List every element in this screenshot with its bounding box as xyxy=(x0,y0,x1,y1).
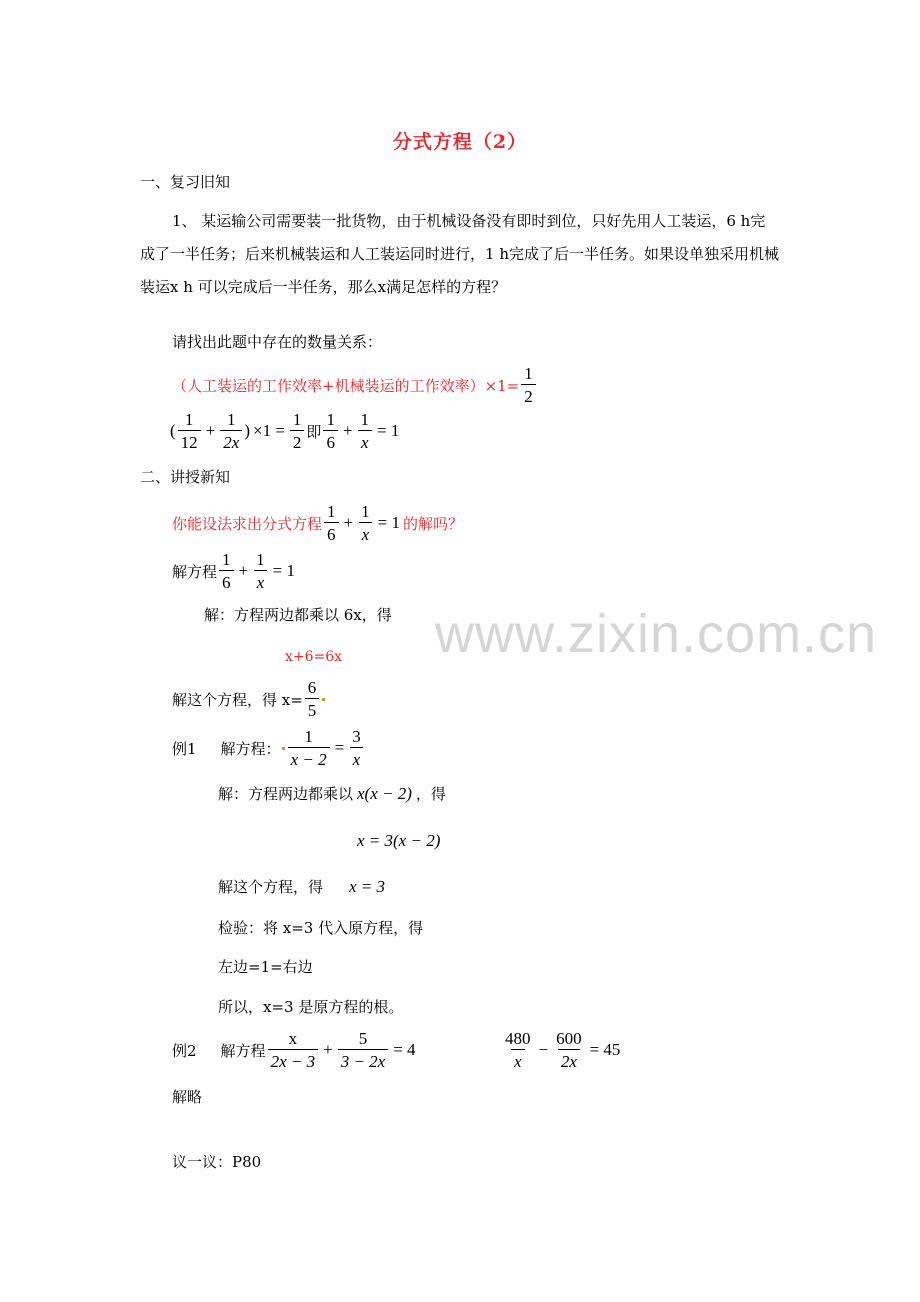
example-1-task: 解方程： xyxy=(220,739,281,758)
numerator: 1 xyxy=(524,364,533,383)
step-math: x(x − 2) xyxy=(357,783,412,803)
denominator: 6 xyxy=(324,522,339,543)
fraction-1-x xyxy=(358,503,373,543)
denominator: 2x xyxy=(558,1049,580,1070)
times-one: ×1 = xyxy=(252,421,285,440)
example-2-equation-b: $\frac{480}{x}$ − $\frac{600}{2x}$ = 45 xyxy=(500,1030,623,1070)
numerator: 1 xyxy=(304,727,313,746)
denominator: x − 2 xyxy=(288,747,330,768)
denominator: 2 xyxy=(521,384,536,405)
numerator: 480 xyxy=(505,1029,531,1048)
denominator: x xyxy=(511,1049,525,1070)
example-1-line: 例1 解方程： $\frac{1}{x - 2}$ = $\frac{3}{x}$ xyxy=(172,728,366,768)
example-1-conclusion: 所以，x=3 是原方程的根。 xyxy=(218,998,404,1016)
denominator: x xyxy=(358,430,372,451)
fraction-3-over-x xyxy=(349,728,364,768)
denominator: x xyxy=(254,570,268,591)
mark-dot xyxy=(322,698,325,701)
question-line: 你能设法求出分式方程 $\frac{1}{6}$ + $\frac{1}{x}$ = 1 的解吗？ xyxy=(172,502,463,544)
example-2-solution: 解略 xyxy=(172,1088,203,1106)
denominator: x xyxy=(359,522,373,543)
watermark: www.zixin.com.cn xyxy=(435,604,878,664)
example-1-equation-2: x = 3(x − 2) xyxy=(357,831,441,850)
relation-text: （人工装运的工作效率+机械装运的工作效率）×1= xyxy=(172,376,520,395)
fraction-1-6 xyxy=(323,411,338,451)
denominator: 2x − 3 xyxy=(268,1049,319,1070)
example-1-step-2 xyxy=(218,876,385,897)
problem-1-text: 1、 某运输公司需要装一批货物，由于机械设备没有即时到位，只好先用人工装运，6 h完成了一半任务；后来机械装运和人工装运同时进行，1 h完成了后一半任务。如果设单独采用机械装运x h 可以完成后一半任务，那么x满足怎样的方程？ xyxy=(140,212,779,296)
example-1-left-right: 左边=1=右边 xyxy=(218,958,313,976)
numerator: 600 xyxy=(556,1029,582,1048)
step-value: x = 3 xyxy=(349,876,386,896)
fraction-600-over-2x xyxy=(553,1030,585,1070)
step-text: 解：方程两边都乘以 xyxy=(218,785,354,803)
denominator: 6 xyxy=(219,570,234,591)
step-text: 解这个方程，得 xyxy=(218,878,324,896)
discussion-text: 议一议：P80 xyxy=(172,1153,262,1171)
numerator: 1 xyxy=(184,410,194,429)
numerator: 3 xyxy=(352,727,361,746)
step-text-b: ，得 xyxy=(415,785,446,803)
solve-label: 解方程 xyxy=(172,562,218,581)
solve-line: 解方程 $\frac{1}{6}$ + $\frac{1}{x}$ = 1 xyxy=(172,550,295,592)
numerator: 1 xyxy=(256,550,265,569)
solution-1-equation: x+6=6x xyxy=(285,649,343,665)
fraction-1-2x xyxy=(220,411,242,451)
numerator: x xyxy=(288,1029,298,1048)
equals-one: = 1 xyxy=(377,513,400,532)
section-1-heading: 一、复习旧知 xyxy=(140,173,231,191)
page-title: 分式方程（2） xyxy=(392,131,528,153)
fraction-6-5 xyxy=(305,679,320,719)
mark-dot xyxy=(282,747,285,750)
ji-text: 即 xyxy=(306,422,322,441)
fraction-1-12 xyxy=(178,411,201,451)
example-1-check xyxy=(218,917,423,938)
solution-1-result xyxy=(172,679,326,719)
numerator: 1 xyxy=(227,410,236,429)
denominator: 12 xyxy=(178,430,201,451)
result-text: 解这个方程，得 x= xyxy=(172,690,303,709)
fraction-1-6 xyxy=(219,551,234,591)
denominator: 6 xyxy=(323,430,338,451)
denominator: x xyxy=(350,747,364,768)
example-1-label: 例1 xyxy=(172,739,197,758)
relation-line xyxy=(172,365,538,405)
example-2-task: 解方程 xyxy=(220,1041,266,1060)
denominator: 3 − 2x xyxy=(338,1049,389,1070)
fraction-1-6 xyxy=(324,503,339,543)
fraction-5-over-3-2x xyxy=(338,1030,389,1070)
question-text-b: 的解吗？ xyxy=(402,514,463,533)
solution-1-text: 解：方程两边都乘以 6x，得 xyxy=(204,606,392,624)
question-text-a: 你能设法求出分式方程 xyxy=(172,514,323,533)
fraction-x-over-2x-3 xyxy=(268,1030,319,1070)
denominator: 2x xyxy=(220,430,242,451)
fraction-1-x xyxy=(253,551,268,591)
example-2-label: 例2 xyxy=(172,1041,197,1060)
fraction-1-2 xyxy=(290,411,305,451)
equals-one: = 1 xyxy=(377,421,400,440)
denominator: 5 xyxy=(305,698,320,719)
check-text: 检验：将 x=3 代入原方程，得 xyxy=(218,919,424,937)
equals-45: = 45 xyxy=(589,1040,621,1059)
numerator: 1 xyxy=(326,410,335,429)
fraction-1-x xyxy=(358,411,373,451)
numerator: 1 xyxy=(360,410,370,429)
equation-1: ( $\frac{1}{12}$ + $\frac{1}{2x}$ ) ×1 = $\frac{1}{2}$ 即 $\frac{1}{6}$ + $\frac{1}{x}$ = 1 xyxy=(170,410,400,452)
denominator: 2 xyxy=(290,430,305,451)
fraction-480-over-x xyxy=(502,1030,534,1070)
numerator: 6 xyxy=(307,678,317,697)
numerator: 5 xyxy=(358,1029,368,1048)
section-2-heading: 二、讲授新知 xyxy=(140,468,231,486)
example-1-step-1 xyxy=(218,783,446,804)
numerator: 1 xyxy=(361,502,370,521)
fraction-one-half xyxy=(521,365,536,405)
fraction-1-over-x-2 xyxy=(288,728,330,768)
numerator: 1 xyxy=(292,410,302,429)
numerator: 1 xyxy=(222,550,231,569)
numerator: 1 xyxy=(327,502,336,521)
equals-four: = 4 xyxy=(393,1040,416,1059)
example-2-line: 例2 解方程 $\frac{x}{2x - 3}$ + $\frac{5}{3 - 2x}$ = 4 xyxy=(172,1029,416,1071)
equals-one: = 1 xyxy=(272,561,295,580)
find-relation-text: 请找出此题中存在的数量关系： xyxy=(172,333,383,351)
